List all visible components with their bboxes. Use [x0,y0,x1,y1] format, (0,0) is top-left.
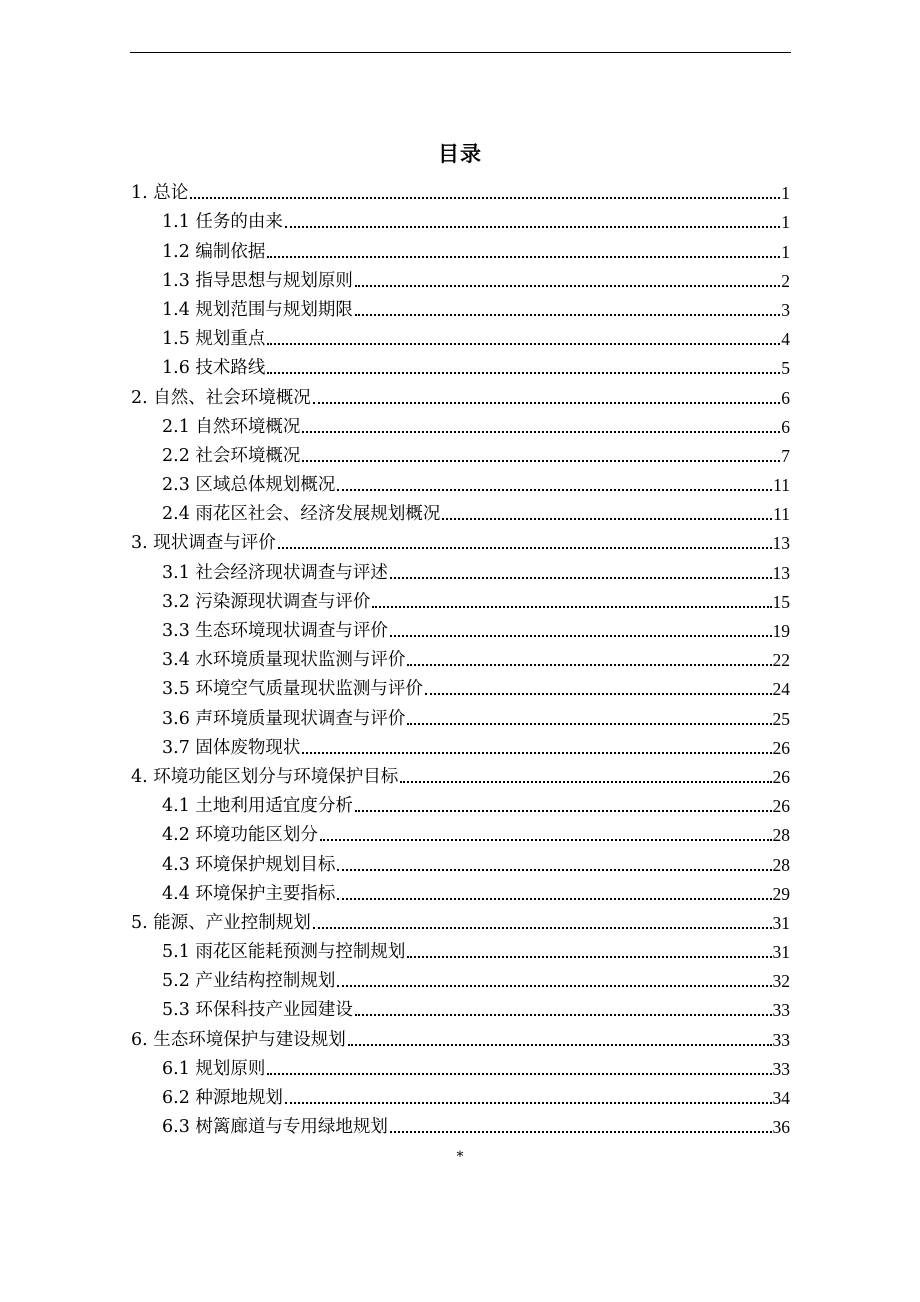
toc-entry[interactable] [131,380,790,409]
toc-dot-leader [390,635,772,637]
toc-dot-leader [390,1131,772,1133]
toc-entry-label: 6.2 种源地规划 [162,1088,283,1108]
toc-entry-label: 4. 环境功能区划分与环境保护目标 [131,766,399,787]
toc-entry-page: 36 [772,1117,790,1138]
toc-entry-page: 19 [772,621,790,641]
toc-entry-page: 1 [781,183,790,204]
toc-entry-page: 13 [772,562,790,583]
toc-entry-page: 26 [772,796,790,817]
toc-entry-label: 3.5 环境空气质量现状监测与评价 [162,679,423,700]
toc-entry[interactable] [131,205,790,234]
toc-entry-page: 1 [781,212,790,233]
toc-entry[interactable] [131,877,790,906]
toc-entry-label: 1.4 规划范围与规划期限 [162,299,353,320]
toc-entry[interactable] [131,789,790,818]
toc-entry-page: 15 [772,591,790,612]
toc-entry-label: 2.1 自然环境概况 [162,416,301,437]
toc-dot-leader [337,869,771,871]
toc-entry-page: 6 [781,387,790,408]
toc-dot-leader [267,256,780,258]
toc-entry[interactable] [131,760,790,789]
toc-entry-page: 34 [772,1088,790,1108]
toc-dot-leader [285,1102,772,1104]
toc-entry-label: 1.1 任务的由来 [162,212,283,233]
toc-entry-page: 11 [773,504,790,525]
toc-entry[interactable] [131,964,790,993]
toc-entry[interactable] [131,176,790,205]
footer-mark: * [456,1149,464,1165]
toc-title: 目录 [438,141,482,166]
toc-dot-leader [425,693,772,695]
toc-entry-label: 6.3 树篱廊道与专用绿地规划 [162,1117,388,1138]
toc-entry-page: 22 [772,650,790,671]
toc-entry[interactable] [131,672,790,701]
toc-entry-page: 13 [772,533,790,554]
toc-dot-leader [407,664,771,666]
toc-entry-page: 28 [772,825,790,846]
toc-entry-page: 3 [781,299,790,320]
toc-entry[interactable] [131,322,790,351]
toc-entry-label: 5.2 产业结构控制规划 [162,971,336,992]
toc-entry-page: 33 [772,1000,790,1021]
toc-entry-page: 32 [772,971,790,992]
toc-entry-label: 3.4 水环境质量现状监测与评价 [162,650,406,671]
toc-entry[interactable] [131,410,790,439]
toc-entry-page: 24 [772,679,790,700]
toc-entry-label: 1.3 指导思想与规划原则 [162,270,353,291]
toc-dot-leader [278,547,772,549]
toc-entry-label: 6. 生态环境保护与建设规划 [131,1029,346,1050]
toc-dot-leader [355,285,780,287]
toc-entry-page: 5 [781,358,790,379]
toc-dot-leader [355,1014,772,1016]
toc-entry-page: 11 [773,475,790,496]
toc-dot-leader [267,372,780,374]
toc-entry[interactable] [131,585,790,614]
toc-entry-label: 5. 能源、产业控制规划 [131,912,311,933]
toc-entry[interactable] [131,731,790,760]
toc-entry[interactable] [131,555,790,584]
toc-entry-label: 5.1 雨花区能耗预测与控制规划 [162,942,406,963]
toc-dot-leader [302,460,780,462]
toc-dot-leader [337,985,771,987]
toc-entry-page: 4 [781,329,790,350]
toc-entry[interactable] [131,906,790,935]
header-rule [130,52,791,53]
toc-entry[interactable] [131,614,790,643]
toc-entry-label: 2.3 区域总体规划概况 [162,475,336,496]
table-of-contents [131,176,790,1139]
toc-dot-leader [267,343,780,345]
toc-entry-label: 1.5 规划重点 [162,329,266,350]
toc-dot-leader [372,606,771,608]
toc-entry-page: 31 [772,912,790,933]
toc-entry[interactable] [131,1081,790,1110]
toc-entry[interactable] [131,526,790,555]
toc-entry-page: 1 [781,241,790,262]
toc-entry-label: 3.6 声环境质量现状调查与评价 [162,708,406,729]
toc-entry-label: 6.1 规划原则 [162,1058,266,1079]
toc-entry[interactable] [131,643,790,672]
toc-dot-leader [313,402,780,404]
toc-dot-leader [355,810,772,812]
toc-entry-label: 4.1 土地利用适宜度分析 [162,796,353,817]
toc-entry-label: 4.2 环境功能区划分 [162,825,318,846]
toc-dot-leader [313,927,772,929]
toc-dot-leader [337,489,772,491]
toc-entry-page: 7 [781,445,790,466]
toc-dot-leader [337,898,771,900]
toc-entry-label: 1. 总论 [131,183,189,204]
toc-entry[interactable] [131,935,790,964]
toc-dot-leader [190,197,780,199]
toc-entry-page: 33 [772,1058,790,1079]
toc-entry[interactable] [131,439,790,468]
toc-entry-page: 25 [772,708,790,729]
toc-entry-page: 26 [772,766,790,787]
toc-entry-label: 3. 现状调查与评价 [131,533,276,554]
toc-dot-leader [390,577,772,579]
toc-entry[interactable] [131,293,790,322]
toc-entry-label: 3.3 生态环境现状调查与评价 [162,621,388,641]
toc-entry-page: 28 [772,854,790,875]
toc-entry[interactable] [131,993,790,1022]
toc-entry-page: 2 [781,270,790,291]
toc-entry-label: 4.3 环境保护规划目标 [162,854,336,875]
toc-dot-leader [442,518,772,520]
toc-entry-page: 33 [772,1029,790,1050]
toc-entry-page: 6 [781,416,790,437]
toc-entry-label: 4.4 环境保护主要指标 [162,883,336,904]
toc-entry[interactable] [131,1052,790,1081]
toc-entry-label: 1.6 技术路线 [162,358,266,379]
toc-entry[interactable] [131,1110,790,1139]
toc-dot-leader [267,1073,771,1075]
toc-entry-label: 2.2 社会环境概况 [162,445,301,466]
toc-entry[interactable] [131,351,790,380]
toc-dot-leader [355,314,780,316]
toc-entry-page: 31 [772,942,790,963]
toc-entry[interactable] [131,264,790,293]
toc-dot-leader [400,781,771,783]
toc-dot-leader [348,1044,772,1046]
toc-entry[interactable] [131,497,790,526]
toc-entry[interactable] [131,468,790,497]
toc-entry[interactable] [131,234,790,263]
toc-entry-label: 2.4 雨花区社会、经济发展规划概况 [162,504,441,525]
toc-dot-leader [302,752,771,754]
toc-entry[interactable] [131,1022,790,1051]
toc-dot-leader [407,723,771,725]
toc-dot-leader [407,956,771,958]
toc-entry-label: 3.1 社会经济现状调查与评述 [162,562,388,583]
toc-entry-label: 3.7 固体废物现状 [162,737,301,758]
toc-entry-label: 1.2 编制依据 [162,241,266,262]
toc-entry[interactable] [131,818,790,847]
toc-entry-page: 26 [772,737,790,758]
toc-dot-leader [302,431,780,433]
toc-entry-label: 2. 自然、社会环境概况 [131,387,311,408]
toc-dot-leader [285,226,780,228]
toc-entry-label: 3.2 污染源现状调查与评价 [162,591,371,612]
toc-dot-leader [320,839,772,841]
toc-entry[interactable] [131,847,790,876]
toc-entry-page: 29 [772,883,790,904]
toc-entry-label: 5.3 环保科技产业园建设 [162,1000,353,1021]
toc-entry[interactable] [131,701,790,730]
